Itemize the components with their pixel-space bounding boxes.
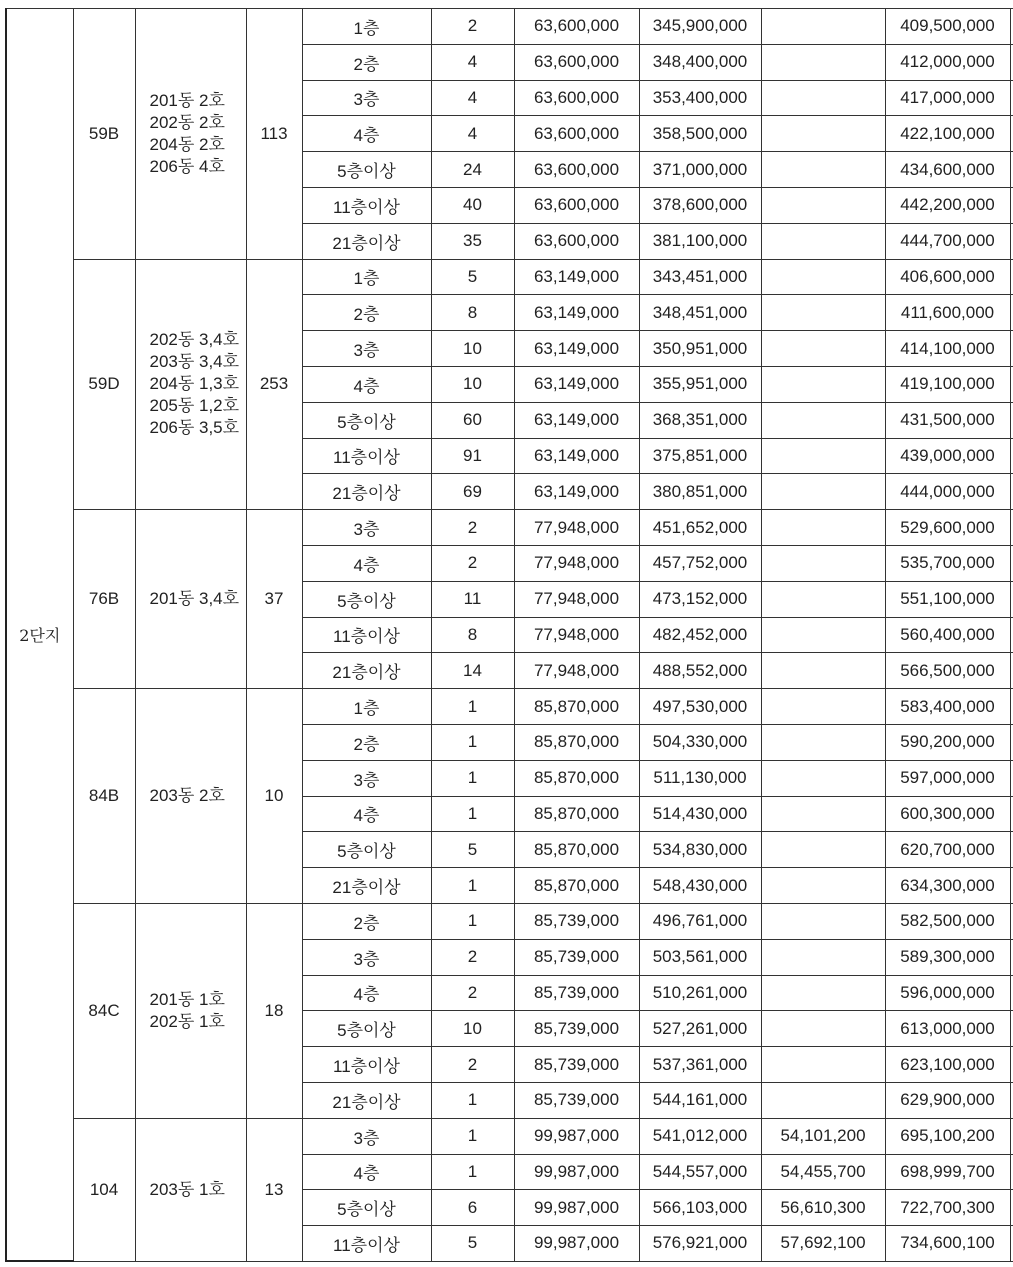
count-cell: 8 [431,617,514,653]
building-price-cell: 537,361,000 [639,1047,761,1083]
count-cell: 5 [431,1226,514,1262]
land-price-cell: 77,948,000 [514,545,639,581]
floor-cell: 4층 [302,545,431,581]
land-price-cell: 85,870,000 [514,760,639,796]
vat-cell [761,223,885,259]
building-unit-line: 203동 1호 [149,1179,225,1199]
floor-cell: 21층이상 [302,653,431,689]
land-price-cell: 99,987,000 [514,1226,639,1262]
total-price-cell: 623,100,000 [885,1047,1010,1083]
land-price-cell: 63,600,000 [514,187,639,223]
land-price-cell: 63,600,000 [514,152,639,188]
unit-total-count: 13 [246,1118,302,1261]
total-price-cell: 406,600,000 [885,259,1010,295]
building-unit-line: 201동 3,4호 [149,589,240,609]
floor-cell: 1층 [302,9,431,45]
floor-cell: 2층 [302,724,431,760]
vat-cell [761,116,885,152]
building-price-cell: 514,430,000 [639,796,761,832]
total-price-cell: 596,000,000 [885,975,1010,1011]
floor-cell: 4층 [302,796,431,832]
total-price-cell: 414,100,000 [885,331,1010,367]
vat-cell [761,152,885,188]
unit-total-count: 18 [246,903,302,1118]
count-cell: 1 [431,1154,514,1190]
vat-cell: 54,455,700 [761,1154,885,1190]
building-price-cell: 371,000,000 [639,152,761,188]
building-price-cell: 576,921,000 [639,1226,761,1262]
total-price-cell: 590,200,000 [885,724,1010,760]
building-price-cell: 358,500,000 [639,116,761,152]
building-unit-line: 204동 1,3호 [149,374,240,394]
total-price-cell: 583,400,000 [885,689,1010,725]
count-cell: 24 [431,152,514,188]
unit-total-count: 113 [246,9,302,260]
land-price-cell: 85,870,000 [514,689,639,725]
vat-cell [761,187,885,223]
price-table [5,8,1013,1262]
building-unit-line: 204동 2호 [149,134,225,154]
land-price-cell: 85,870,000 [514,868,639,904]
building-price-cell: 497,530,000 [639,689,761,725]
land-price-cell: 85,739,000 [514,975,639,1011]
total-price-cell: 566,500,000 [885,653,1010,689]
building-unit-line: 205동 1,2호 [149,396,240,416]
count-cell: 10 [431,366,514,402]
total-price-cell: 695,100,200 [885,1118,1010,1154]
unit-type: 59B [73,9,135,260]
count-cell: 10 [431,331,514,367]
count-cell: 2 [431,975,514,1011]
land-price-cell: 63,600,000 [514,116,639,152]
total-price-cell: 560,400,000 [885,617,1010,653]
vat-cell [761,796,885,832]
count-cell: 6 [431,1190,514,1226]
building-units [135,1118,246,1261]
floor-cell: 3층 [302,331,431,367]
land-price-cell: 85,870,000 [514,796,639,832]
table-row [6,689,1013,725]
building-price-cell: 375,851,000 [639,438,761,474]
building-price-cell: 355,951,000 [639,366,761,402]
total-price-cell: 535,700,000 [885,545,1010,581]
floor-cell: 3층 [302,1118,431,1154]
land-price-cell: 63,149,000 [514,474,639,510]
unit-type: 104 [73,1118,135,1261]
building-price-cell: 510,261,000 [639,975,761,1011]
count-cell: 1 [431,903,514,939]
total-price-cell: 422,100,000 [885,116,1010,152]
count-cell: 1 [431,1082,514,1118]
vat-cell [761,617,885,653]
vat-cell [761,653,885,689]
floor-cell: 11층이상 [302,438,431,474]
building-unit-line: 202동 3,4호 [149,330,240,350]
building-units [135,903,246,1118]
land-price-cell: 85,739,000 [514,903,639,939]
floor-cell: 11층이상 [302,187,431,223]
total-price-cell: 444,700,000 [885,223,1010,259]
count-cell: 1 [431,760,514,796]
building-unit-line: 206동 4호 [149,156,225,176]
count-cell: 2 [431,1047,514,1083]
total-price-cell: 409,500,000 [885,9,1010,45]
count-cell: 40 [431,187,514,223]
building-price-cell: 566,103,000 [639,1190,761,1226]
land-price-cell: 77,948,000 [514,581,639,617]
building-price-cell: 488,552,000 [639,653,761,689]
table-row [6,259,1013,295]
vat-cell [761,581,885,617]
vat-cell [761,474,885,510]
floor-cell: 4층 [302,1154,431,1190]
floor-cell: 11층이상 [302,617,431,653]
floor-cell: 5층이상 [302,832,431,868]
floor-cell: 3층 [302,939,431,975]
building-unit-line: 203동 3,4호 [149,352,240,372]
building-units [135,510,246,689]
building-price-cell: 511,130,000 [639,760,761,796]
land-price-cell: 85,870,000 [514,832,639,868]
land-price-cell: 85,870,000 [514,724,639,760]
floor-cell: 4층 [302,116,431,152]
price-table-body [6,9,1013,1262]
building-price-cell: 353,400,000 [639,80,761,116]
land-price-cell: 63,149,000 [514,295,639,331]
vat-cell [761,510,885,546]
vat-cell [761,689,885,725]
vat-cell [761,868,885,904]
vat-cell [761,295,885,331]
count-cell: 4 [431,116,514,152]
vat-cell [761,44,885,80]
building-price-cell: 348,451,000 [639,295,761,331]
unit-total-count: 10 [246,689,302,904]
count-cell: 2 [431,510,514,546]
building-price-cell: 378,600,000 [639,187,761,223]
vat-cell: 56,610,300 [761,1190,885,1226]
land-price-cell: 85,739,000 [514,939,639,975]
building-unit-line: 201동 1호 [149,989,225,1009]
land-price-cell: 85,739,000 [514,1082,639,1118]
land-price-cell: 63,600,000 [514,9,639,45]
total-price-cell: 582,500,000 [885,903,1010,939]
total-price-cell: 439,000,000 [885,438,1010,474]
total-price-cell: 597,000,000 [885,760,1010,796]
total-price-cell: 411,600,000 [885,295,1010,331]
land-price-cell: 63,149,000 [514,366,639,402]
total-price-cell: 431,500,000 [885,402,1010,438]
floor-cell: 21층이상 [302,868,431,904]
land-price-cell: 63,149,000 [514,402,639,438]
vat-cell [761,402,885,438]
building-units [135,259,246,510]
vat-cell [761,1082,885,1118]
land-price-cell: 63,149,000 [514,259,639,295]
building-unit-line: 202동 1호 [149,1011,225,1031]
vat-cell [761,1011,885,1047]
land-price-cell: 99,987,000 [514,1154,639,1190]
count-cell: 11 [431,581,514,617]
land-price-cell: 85,739,000 [514,1011,639,1047]
building-price-cell: 504,330,000 [639,724,761,760]
vat-cell [761,545,885,581]
table-row [6,1118,1013,1154]
total-price-cell: 551,100,000 [885,581,1010,617]
count-cell: 14 [431,653,514,689]
building-price-cell: 482,452,000 [639,617,761,653]
building-price-cell: 451,652,000 [639,510,761,546]
building-price-cell: 348,400,000 [639,44,761,80]
vat-cell [761,760,885,796]
floor-cell: 1층 [302,259,431,295]
land-price-cell: 63,600,000 [514,80,639,116]
floor-cell: 3층 [302,510,431,546]
building-price-cell: 345,900,000 [639,9,761,45]
building-price-cell: 503,561,000 [639,939,761,975]
floor-cell: 2층 [302,903,431,939]
floor-cell: 5층이상 [302,152,431,188]
building-price-cell: 350,951,000 [639,331,761,367]
complex-name: 2단지 [6,9,73,1262]
land-price-cell: 63,149,000 [514,438,639,474]
count-cell: 69 [431,474,514,510]
vat-cell [761,1047,885,1083]
building-units [135,689,246,904]
count-cell: 1 [431,868,514,904]
price-table-wrapper [5,8,1013,1262]
floor-cell: 3층 [302,80,431,116]
building-price-cell: 544,161,000 [639,1082,761,1118]
table-row [6,9,1013,45]
count-cell: 1 [431,724,514,760]
land-price-cell: 63,600,000 [514,44,639,80]
unit-type: 84C [73,903,135,1118]
count-cell: 2 [431,939,514,975]
floor-cell: 4층 [302,975,431,1011]
building-unit-line: 206동 3,5호 [149,418,240,438]
floor-cell: 5층이상 [302,581,431,617]
building-price-cell: 527,261,000 [639,1011,761,1047]
vat-cell [761,366,885,402]
building-price-cell: 541,012,000 [639,1118,761,1154]
building-unit-line: 201동 2호 [149,90,225,110]
land-price-cell: 85,739,000 [514,1047,639,1083]
floor-cell: 5층이상 [302,1011,431,1047]
total-price-cell: 629,900,000 [885,1082,1010,1118]
table-row [6,510,1013,546]
total-price-cell: 412,000,000 [885,44,1010,80]
count-cell: 5 [431,832,514,868]
vat-cell [761,80,885,116]
total-price-cell: 419,100,000 [885,366,1010,402]
building-unit-line: 203동 2호 [149,786,225,806]
vat-cell: 54,101,200 [761,1118,885,1154]
vat-cell [761,724,885,760]
total-price-cell: 734,600,100 [885,1226,1010,1262]
floor-cell: 21층이상 [302,223,431,259]
unit-type: 84B [73,689,135,904]
building-price-cell: 457,752,000 [639,545,761,581]
floor-cell: 1층 [302,689,431,725]
land-price-cell: 99,987,000 [514,1190,639,1226]
vat-cell [761,903,885,939]
building-price-cell: 534,830,000 [639,832,761,868]
land-price-cell: 77,948,000 [514,617,639,653]
count-cell: 4 [431,80,514,116]
count-cell: 1 [431,796,514,832]
building-price-cell: 381,100,000 [639,223,761,259]
land-price-cell: 99,987,000 [514,1118,639,1154]
floor-cell: 11층이상 [302,1226,431,1262]
total-price-cell: 589,300,000 [885,939,1010,975]
building-price-cell: 368,351,000 [639,402,761,438]
unit-type: 59D [73,259,135,510]
total-price-cell: 620,700,000 [885,832,1010,868]
floor-cell: 5층이상 [302,402,431,438]
building-price-cell: 473,152,000 [639,581,761,617]
floor-cell: 4층 [302,366,431,402]
total-price-cell: 613,000,000 [885,1011,1010,1047]
land-price-cell: 63,600,000 [514,223,639,259]
vat-cell [761,9,885,45]
count-cell: 10 [431,1011,514,1047]
total-price-cell: 722,700,300 [885,1190,1010,1226]
building-units [135,9,246,260]
vat-cell [761,438,885,474]
count-cell: 8 [431,295,514,331]
total-price-cell: 529,600,000 [885,510,1010,546]
building-price-cell: 548,430,000 [639,868,761,904]
count-cell: 35 [431,223,514,259]
count-cell: 5 [431,259,514,295]
land-price-cell: 77,948,000 [514,653,639,689]
floor-cell: 5층이상 [302,1190,431,1226]
building-price-cell: 380,851,000 [639,474,761,510]
vat-cell [761,832,885,868]
count-cell: 60 [431,402,514,438]
floor-cell: 3층 [302,760,431,796]
count-cell: 91 [431,438,514,474]
table-row [6,903,1013,939]
building-price-cell: 343,451,000 [639,259,761,295]
unit-type: 76B [73,510,135,689]
total-price-cell: 444,000,000 [885,474,1010,510]
vat-cell: 57,692,100 [761,1226,885,1262]
vat-cell [761,331,885,367]
total-price-cell: 434,600,000 [885,152,1010,188]
building-unit-line: 202동 2호 [149,112,225,132]
count-cell: 2 [431,545,514,581]
land-price-cell: 63,149,000 [514,331,639,367]
total-price-cell: 634,300,000 [885,868,1010,904]
total-price-cell: 442,200,000 [885,187,1010,223]
count-cell: 2 [431,9,514,45]
land-price-cell: 77,948,000 [514,510,639,546]
building-price-cell: 496,761,000 [639,903,761,939]
vat-cell [761,259,885,295]
count-cell: 1 [431,689,514,725]
floor-cell: 2층 [302,44,431,80]
building-price-cell: 544,557,000 [639,1154,761,1190]
vat-cell [761,975,885,1011]
unit-total-count: 253 [246,259,302,510]
unit-total-count: 37 [246,510,302,689]
total-price-cell: 600,300,000 [885,796,1010,832]
floor-cell: 21층이상 [302,1082,431,1118]
floor-cell: 2층 [302,295,431,331]
count-cell: 4 [431,44,514,80]
total-price-cell: 417,000,000 [885,80,1010,116]
vat-cell [761,939,885,975]
count-cell: 1 [431,1118,514,1154]
floor-cell: 11층이상 [302,1047,431,1083]
floor-cell: 21층이상 [302,474,431,510]
total-price-cell: 698,999,700 [885,1154,1010,1190]
